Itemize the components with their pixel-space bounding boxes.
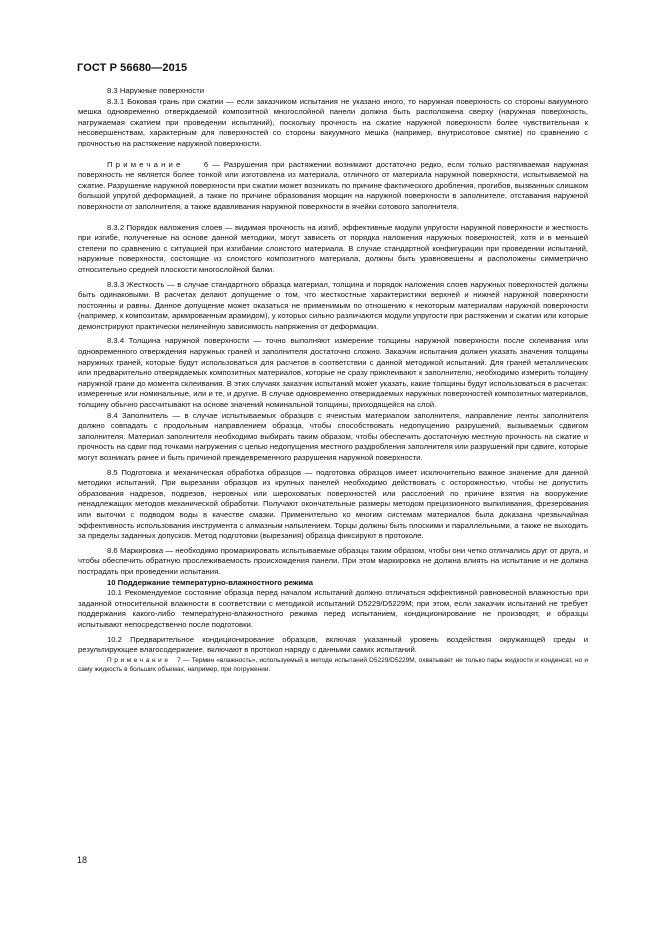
paragraph-8-3-1: 8.3.1 Боковая грань при сжатии — если заказчиком испытания не указано иного, то наружная поверхность со стороны вакуумного мешка одновременно отверждаемой композитной многослойной панели должна быть расположена сверху (наружная поверхность, нагружаемая сжатием при проведении испытаний), поскольку прочность на сжатие наружной поверхности более чувствительная к несовершенствам, характерным для поверхностей со стороны вакуумного мешка (например, внутрисотовое смятие) по сравнению с прочностью на растяжение наружной поверхности. [78,96,588,148]
note-text: 7 — Термин «влажность», используемый в методе испытаний D5229/D5229M, охватывает не только пары жидкости и конденсат, но и саму жидкость в больших объемах, например, при погружении. [78,656,588,674]
paragraph-8-4: 8.4 Заполнитель — в случае испытываемых образцов с ячеистым материалом заполнителя, направление ленты заполнителя должно совпадать с продольным направлением образца, чтобы способствовать недопущению разрушений, вызываемых сдвигом заполнителя. Материал заполнителя необходимо выбирать таким образом, чтобы обеспечить достаточную местную прочность на сжатие и прочность на сдвиг под точками нагружения с целью недопущения местного раздробления заполнителя или разрушений при сдвиге, которые могут возникать ранее и быть причиной преждевременного разрушения наружной поверхности. [78,410,588,462]
section-heading-10: 10 Поддержание температурно-влажностного режима [107,577,313,587]
note-label: Примечание [107,159,184,169]
paragraph-8-6: 8.6 Маркировка — необходимо промаркировать испытываемые образцы таким образом, чтобы они четко отличались друг от друга, и чтобы обеспечить обратную прослеживаемость происхождения панели. При этом маркировка не должна влиять на испытание и не должна пострадать при проведении испытания. [78,545,588,576]
paragraph-8-5: 8.5 Подготовка и механическая обработка образцов — подготовка образцов имеет исключительно важное значение для данной методики испытаний. При вырезании образцов из крупных панелей необходимо действовать с осторожностью, чтобы не допустить образования надрезов, подрезов, неровных или шероховатых поверхностей или расслоений по причине взятия на вооружение ненадлежащих методов механической обработки. Получают окончательные размеры методом прецизионного выпиливания, фрезерования или выточки с подводом воды в качестве смазки. Применительно ко многим системам материалов была доказана чрезвычайная эффективность использования инструмента с алмазным напылением. Торцы должны быть плоскими и параллельными, а также не выходить за пределы заданных допусков. Метод подготовки (вырезания) образца фиксируют в протоколе. [78,467,588,541]
paragraph-8-3-4: 8.3.4 Толщина наружной поверхности — точно выполняют измерение толщины наружной поверхности после склеивания или одновременного отверждения наружных граней и заполнителя достаточно сложно. Заказчик испытания должен указать значения толщины наружных граней, которые будут использоваться для расчетов в соответствии с данной методикой испытаний. Для граней металлических или предварительно отверждаемых композитных материалов, которые не сразу приклеивают к заполнителю, необходимо измерить толщину наружной грани до момента склеивания. В этих случаях заказчик испытаний может указать, какие толщины будут использоваться в расчетах: измеренные или номинальные, или и те, и другие. В случае одновременно отверждаемых наружных поверхностей композитных материалов, толщину обычно рассчитывают на основе значений номинальной толщины, приходящейся на слой. [78,336,588,410]
note-6 [78,160,588,213]
note-text: 6 — Разрушения при растяжении возникают достаточно редко, если только растягиваемая наружная поверхность не является более тонкой или изготовлена из материала, отличного от материала наружной поверхности, испытываемой на сжатие. Разрушение наружной поверхности при сжатии может возникать по причине фактического дробления, прогибов, вызванных слишком большой упругой деформацией, а также по причине образования морщин на наружной поверхности в заполнителе, отставания наружной поверхности от заполнителя, а также вдавливания наружной поверхности в ячейки сотового заполнителя. [78,159,588,211]
page-body [78,86,588,675]
note-label: Примечание [107,656,171,664]
paragraph-10-1: 10.1 Рекомендуемое состояние образца перед началом испытаний должно отличаться эффективной равновесной влажностью при заданной относительной влажности в соответствии с методикой испытаний D5229/D5229M; при этом, если заказчик испытаний не требует поддержания какого-либо температурно-влажностного режима перед испытанием, кондиционирование не производят, и образцы испытывают непосредственно после подготовки. [78,588,588,629]
paragraph-10-2: 10.2 Предварительное кондиционирование образцов, включая указанный уровень воздействия окружающей среды и результирующее влагосодержание, включают в протокол наряду с данными самих испытаний. [78,634,588,655]
document-code: ГОСТ Р 56680—2015 [77,62,188,74]
paragraph-8-3-2: 8.3.2 Порядок наложения слоев — видимая прочность на изгиб, эффективные модули упругости наружной поверхности и жесткость при изгибе, полученные на основе данной методики, могут зависеть от порядка наложения наружных поверхностей, хотя и в меньшей степени по сравнению с ситуацией при изгибании слоистого материала. В случае стандартной конфигурации при проведении испытаний, наружные поверхности, состоящие из слоистого композитного материала, должны быть уравновешены и расположены симметрично относительно средней плоскости многослойной балки. [78,222,588,274]
paragraph-8-3-3: 8.3.3 Жесткость — в случае стандартного образца материал, толщина и порядок наложения слоев наружных поверхностей должны быть одинаковыми. В расчетах делают допущение о том, что жесткостные характеристики верхней и нижней наружной поверхности постоянны и равны. Данное допущение может оказаться не применимым по отношению к некоторым материалам наружной поверхности (например, к композитам, армированным арамидом), у которых сильно различаются модули упругости при растяжении и сжатии или которые демонстрируют практически нелинейную зависимость напряжения от деформации. [78,279,588,331]
section-heading-8-3: 8.3 Наружные поверхности [107,86,205,95]
page-number: 18 [77,855,88,865]
note-7 [78,656,588,675]
